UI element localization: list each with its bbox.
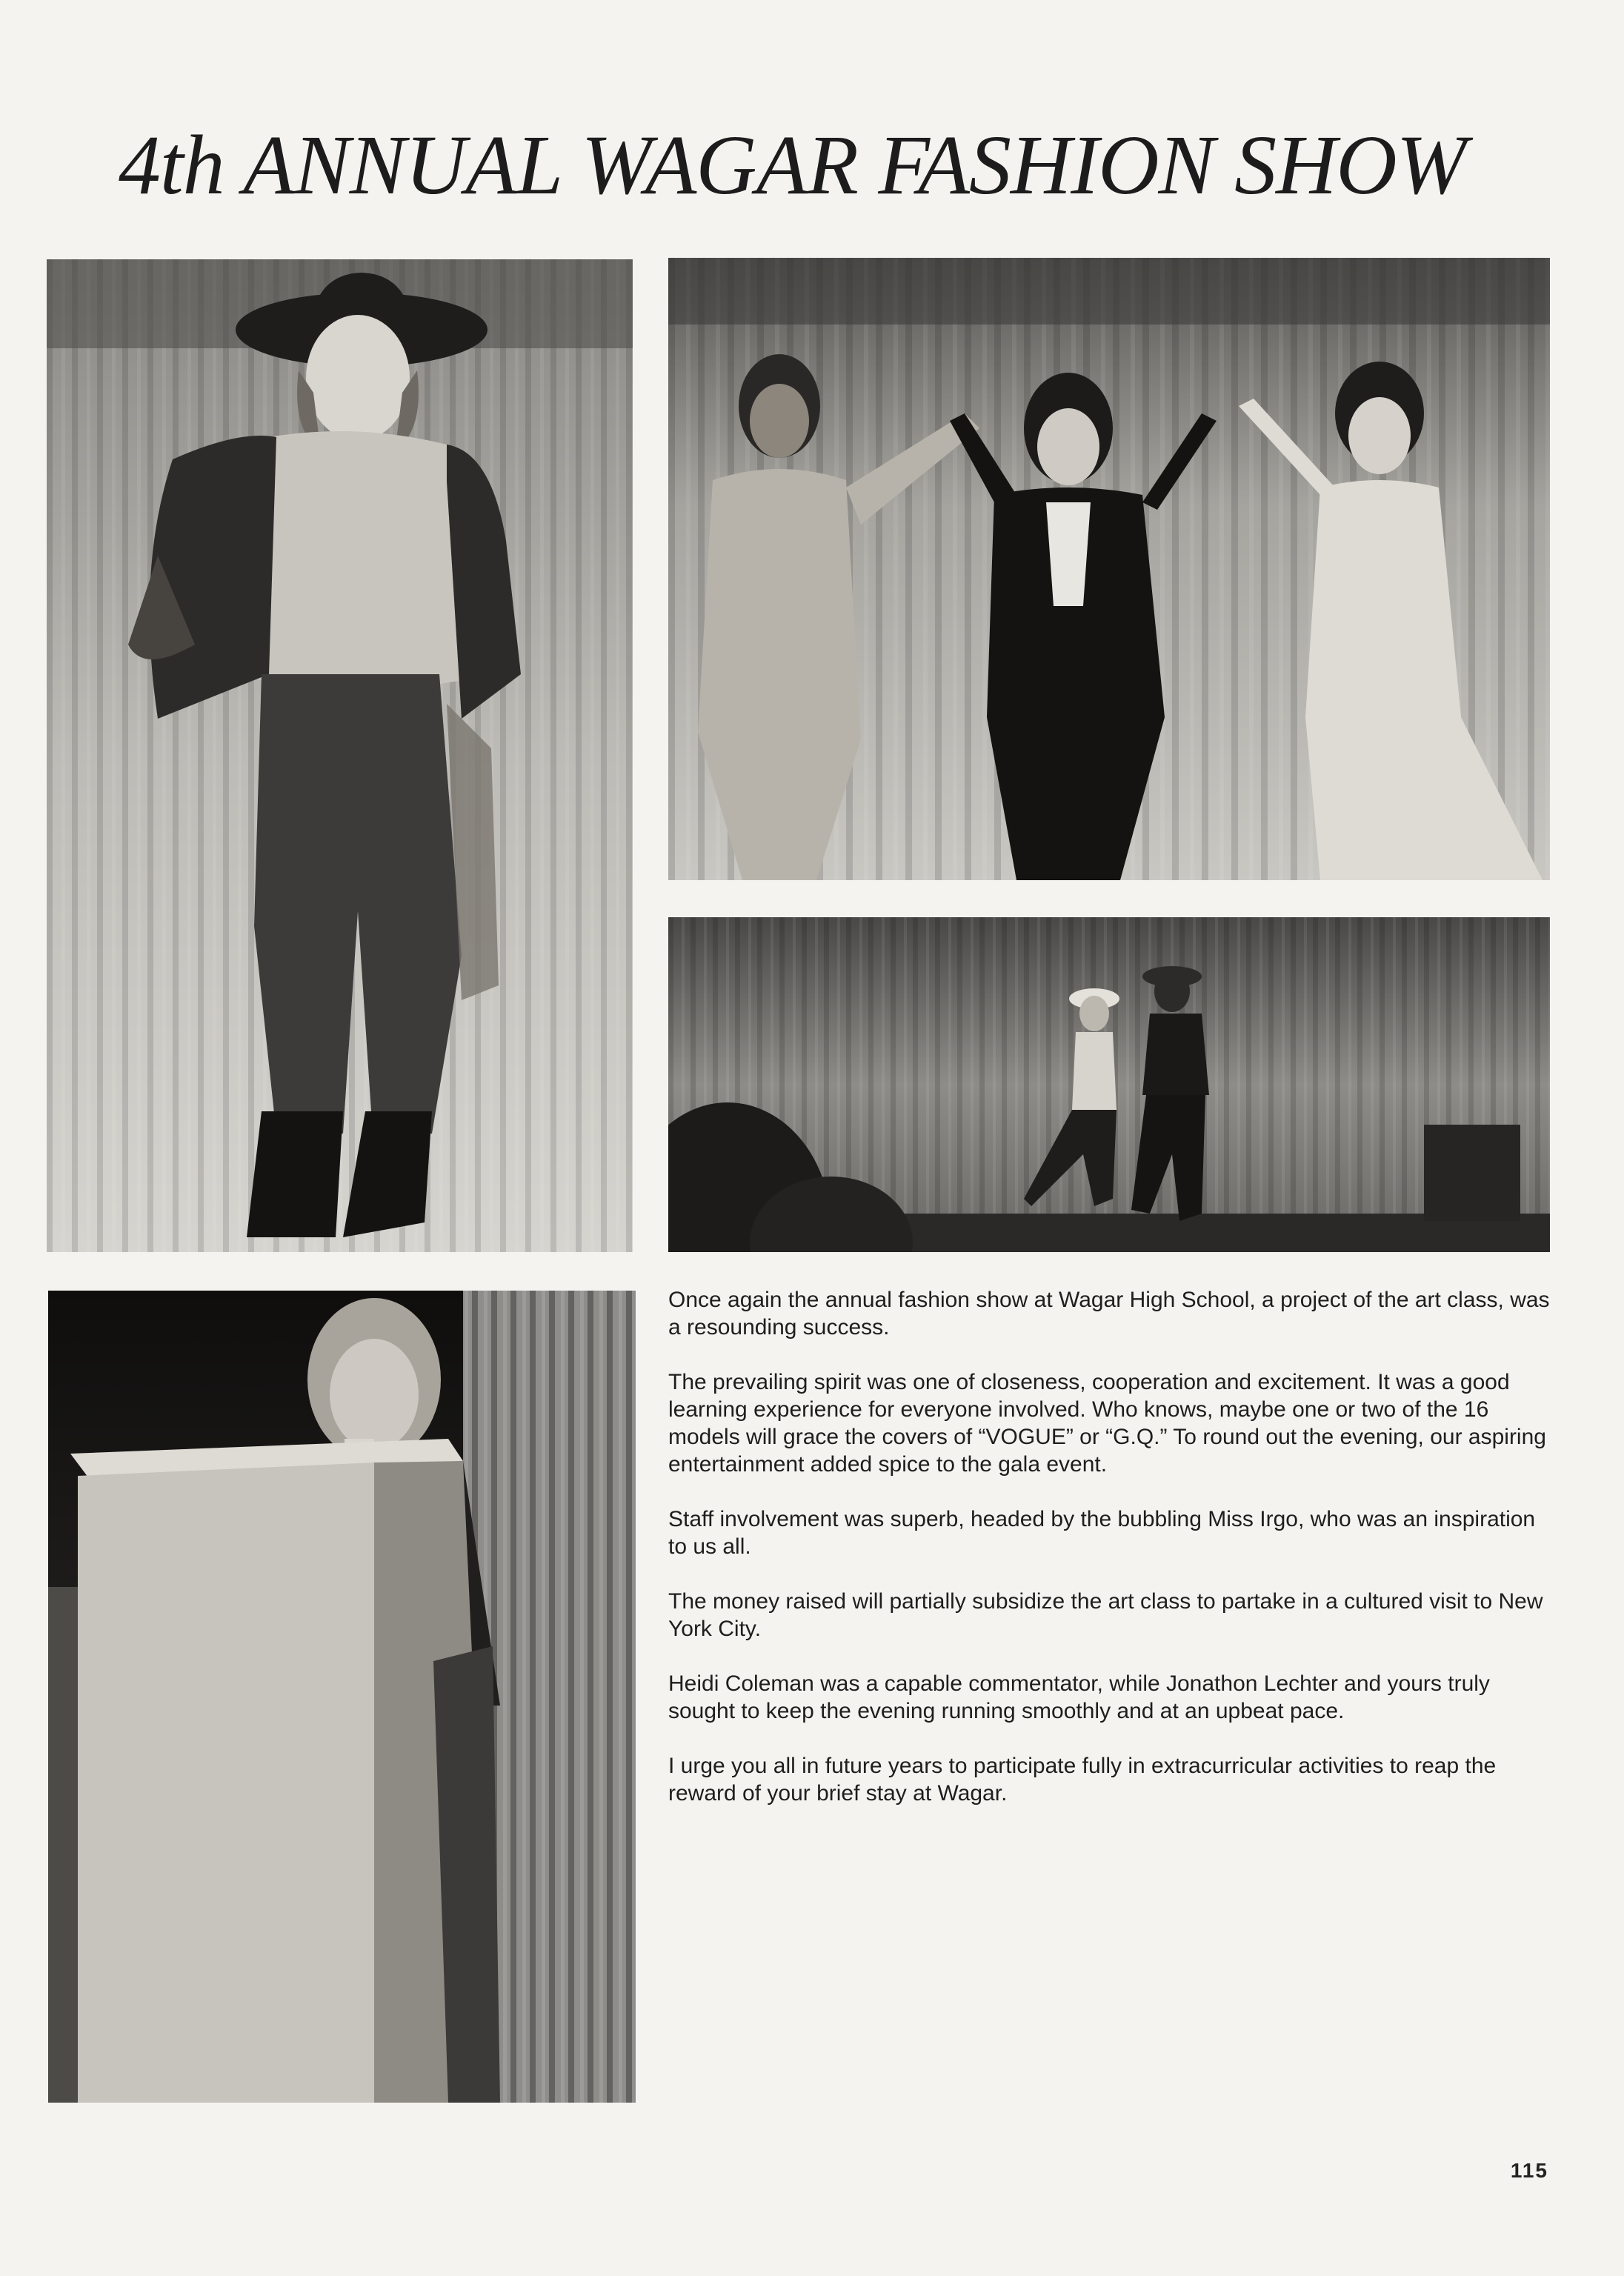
article-paragraph: I urge you all in future years to participate fully in extracurricular activities to reap the reward of your brief stay at Wagar.	[668, 1754, 1497, 1806]
page-number: 115	[1510, 2159, 1548, 2182]
article-paragraph: The prevailing spirit was one of closeness, cooperation and excitement. It was a good learning experience for everyone involved. Who knows, maybe one or two of the 16 models will grace the covers of “VOGUE” or “G.Q.” To round out the evening, our aspiring entertainment added spice to the gala event.	[668, 1370, 1546, 1477]
article-paragraph: Staff involvement was superb, headed by the bubbling Miss Irgo, who was an inspiration to us all.	[668, 1507, 1536, 1559]
article-body	[668, 1286, 1550, 1834]
article-paragraph: Once again the annual fashion show at Wagar High School, a project of the art class, was a resounding success.	[668, 1288, 1550, 1340]
photo-cowgirl-model	[47, 259, 633, 1252]
page-title: 4th ANNUAL WAGAR FASHION SHOW	[119, 118, 1466, 212]
article-paragraph: Heidi Coleman was a capable commentator, while Jonathon Lechter and yours truly sought to keep the evening running smoothly and at an upbeat pace.	[668, 1671, 1490, 1723]
photo-three-models	[668, 258, 1550, 880]
photo-podium-commentator	[48, 1291, 636, 2103]
article-paragraph: The money raised will partially subsidize the art class to partake in a cultured visit to New York City.	[668, 1589, 1543, 1641]
photo-stage-performers	[668, 917, 1550, 1252]
